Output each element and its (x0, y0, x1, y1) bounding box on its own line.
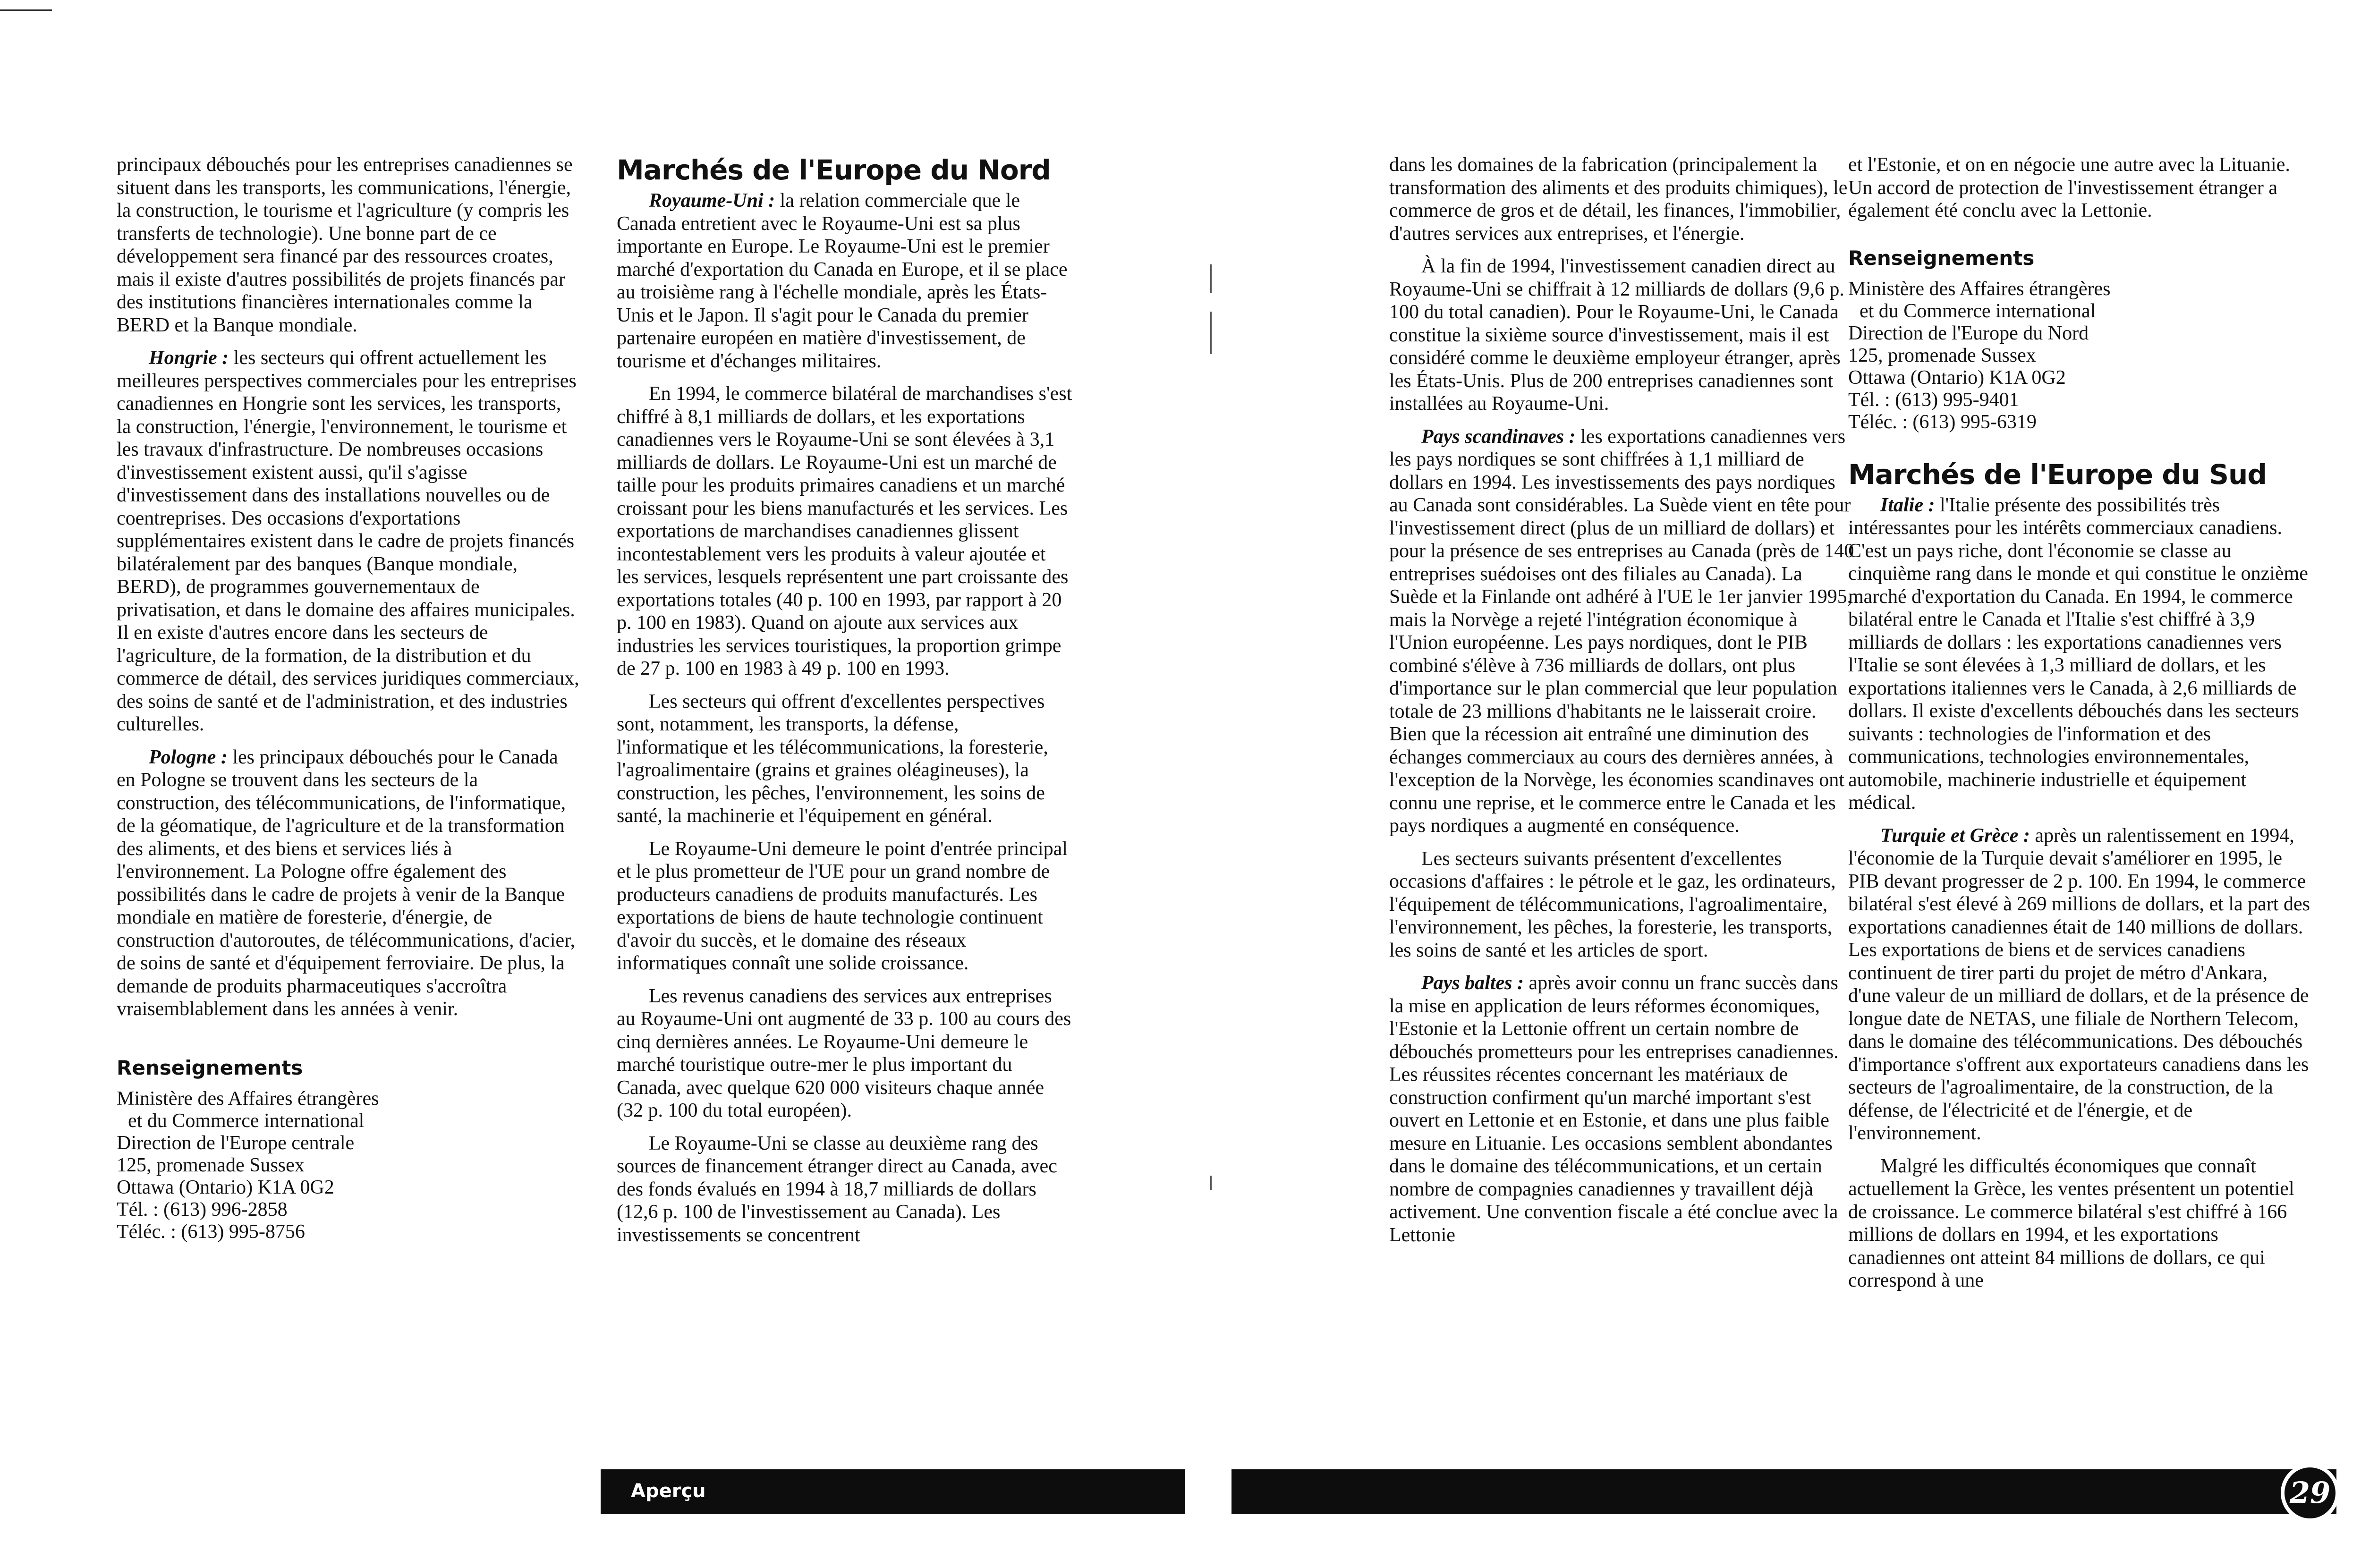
contact-line: Ministère des Affaires étrangères (117, 1087, 379, 1110)
paragraph (1848, 153, 2311, 222)
section-heading-south: Marchés de l'Europe du Sud (1848, 458, 2267, 491)
paragraph-text: Le Royaume-Uni demeure le point d'entrée principal et le plus prometteur de l'UE pour un grand nombre de producteurs canadiens de produits manufacturés. Les exportations de biens de haute technologie continuent d'avoir du succès, et le domaine des réseaux informatiques connaît une solide croissance. (617, 838, 1068, 974)
contact-line: Direction de l'Europe du Nord (1848, 322, 2089, 344)
paragraph-lead: Pologne : (149, 746, 228, 768)
paragraph-lead: Italie : (1880, 494, 1935, 516)
contact-line: Ministère des Affaires étrangères (1848, 278, 2111, 300)
paragraph-text: Le Royaume-Uni se classe au deuxième rang des sources de financement étranger direct au Canada, avec des fonds évalués en 1994 à 18,7 milliards de dollars (12,6 p. 100 de l'investissement au Canada). Les investissements se concentrent (617, 1132, 1057, 1246)
contact-line: 125, promenade Sussex (117, 1154, 305, 1176)
paragraph-lead: Royaume-Uni : (649, 190, 775, 212)
paragraph-text: les exportations canadiennes vers les pays nordiques se sont chiffrées à 1,1 milliard de dollars en 1994. Les investissements des pays nordiques au Canada sont considérables. La Suède vient en tête pour l'investissement direct (plus de un milliard de dollars) et pour la présence de ses entreprises au Canada (près de 140 entreprises suédoises ont des filiales au Canada). La Suède et la Finlande ont adhéré à l'UE le 1er janvier 1995, mais la Norvège a rejeté l'intégration économique à l'Union européenne. Les pays nordiques, dont le PIB combiné s'élève à 736 milliards de dollars, ont plus d'importance sur le plan commercial que leur population totale de 23 millions d'habitants ne le laisserait croire. Bien que la récession ait entraîné une diminution des échanges commerciaux au cours des dernières années, à l'exception de la Norvège, les économies scandinaves ont connu une reprise, et le commerce entre le Canada et les pays nordiques a augmenté en conséquence. (1389, 425, 1854, 837)
contact-line: Ottawa (Ontario) K1A 0G2 (1848, 366, 2066, 389)
paragraph-text: les principaux débouchés pour le Canada en Pologne se trouvent dans les secteurs de la construction, des télécommunications, de l'informatique, de la géomatique, de l'agriculture et de la transformation des aliments, et des biens et services liés à l'environnement. La Pologne offre également des possibilités dans le cadre de projets à venir de la Banque mondiale en matière de foresterie, d'énergie, de construction d'autoroutes, de télécommunications, d'acier, de soins de santé et d'équipement ferroviaire. De plus, la demande de produits pharmaceutiques s'accroîtra vraisemblablement dans les années à venir. (117, 746, 575, 1020)
paragraph (1848, 1155, 2311, 1292)
paragraph-lead: Pays scandinaves : (1421, 425, 1576, 448)
left-column-1 (117, 153, 579, 1243)
paragraph-royaume-uni (617, 189, 1072, 373)
contact-line: Direction de l'Europe centrale (117, 1132, 355, 1154)
contact-line: Téléc. : (613) 995-6319 (1848, 411, 2037, 433)
contact-line: Tél. : (613) 995-9401 (1848, 389, 2019, 411)
paragraph (617, 985, 1072, 1122)
paragraph-text: dans les domaines de la fabrication (principalement la transformation des aliments et des produits chimiques), le commerce de gros et de détail, les finances, l'immobilier, d'autres services aux entreprises, et l'énergie. (1389, 154, 1848, 245)
paragraph-text: l'Italie présente des possibilités très intéressantes pour les intérêts commerciaux canadiens. C'est un pays riche, dont l'économie se classe au cinquième rang dans le monde et qui constitue le onzième marché d'exportation du Canada. En 1994, le commerce bilatéral entre le Canada et l'Italie s'est chiffré à 3,9 milliards de dollars : les exportations canadiennes vers l'Italie se sont élevées à 1,3 milliard de dollars, et les exportations italiennes vers le Canada, à 2,6 milliards de dollars. Il existe d'excellents débouchés dans les secteurs suivants : technologies de l'information et des communications, technologies environnementales, automobile, machinerie industrielle et équipement médical. (1848, 494, 2308, 814)
paragraph-pologne (117, 746, 579, 1021)
contact-line: 125, promenade Sussex (1848, 344, 2036, 366)
paragraph-text: Les revenus canadiens des services aux entreprises au Royaume-Uni ont augmenté de 33 p. 100 au cours des cinq dernières années. Le Royaume-Uni demeure le marché touristique outre-mer le plus important du Canada, avec quelque 620 000 visiteurs chaque année (32 p. 100 du total européen). (617, 985, 1071, 1121)
paragraph (617, 382, 1072, 680)
contact-line: Téléc. : (613) 995-8756 (117, 1220, 305, 1243)
contact-line: Tél. : (613) 996-2858 (117, 1198, 288, 1220)
paragraph-text: Malgré les difficultés économiques que connaît actuellement la Grèce, les ventes présentent un potentiel de croissance. Le commerce bilatéral s'est chiffré à 166 millions de dollars en 1994, et les exportations canadiennes ont atteint 84 millions de dollars, ce qui correspond à une (1848, 1155, 2294, 1291)
paragraph-pays-scandinaves (1389, 425, 1854, 838)
paragraph-text: Les secteurs qui offrent d'excellentes perspectives sont, notamment, les transports, la défense, l'informatique et les télécommunications, la foresterie, l'agroalimentaire (grains et graines oléagineuses), la construction, les pêches, l'environnement, les soins de santé, la machinerie et l'équipement en général. (617, 690, 1048, 827)
contact-line: et du Commerce international (128, 1110, 365, 1132)
paragraph-text: À la fin de 1994, l'investissement canadien direct au Royaume-Uni se chiffrait à 12 milliards de dollars (9,6 p. 100 du total canadien). Pour le Royaume-Uni, le Canada constitue la sixième source d'investissement, mais il est considéré comme le deuxième employeur étranger, après les États-Unis. Plus de 200 entreprises canadiennes sont installées au Royaume-Uni. (1389, 255, 1844, 415)
info-heading: Renseignements (117, 1056, 303, 1079)
right-column-1 (1389, 153, 1854, 1256)
info-heading: Renseignements (1848, 246, 2035, 270)
paragraph-text: principaux débouchés pour les entreprises canadiennes se situent dans les transports, les communications, l'énergie, la construction, le tourisme et l'agriculture (y compris les transferts de technologie). Une bonne part de ce développement sera financé par des ressources croates, mais il existe d'autres possibilités de projets financés par des institutions financières internationales comme la BERD et la Banque mondiale. (117, 154, 573, 336)
paragraph-text: la relation commerciale que le Canada entretient avec le Royaume-Uni est sa plus importante en Europe. Le Royaume-Uni est le premier marché d'exportation du Canada en Europe, et il se place au troisième rang à l'échelle mondiale, après les États-Unis et le Japon. Il s'agit pour le Canada du premier partenaire européen en matière d'investissement, de tourisme et d'échanges militaires. (617, 190, 1068, 372)
paragraph-text: et l'Estonie, et on en négocie une autre avec la Lituanie. Un accord de protection de l'investissement étranger a également été conclu avec la Lettonie. (1848, 154, 2290, 221)
paragraph (117, 153, 579, 337)
paragraph-text: les secteurs qui offrent actuellement les meilleures perspectives commerciales pour les entreprises canadiennes en Hongrie sont les services, les transports, la construction, l'énergie, l'environnement, le tourisme et les travaux d'infrastructure. De nombreuses occasions d'investissement existent aussi, qu'il s'agisse d'investissement dans des installations nouvelles ou de coentreprises. Des occasions d'exportations supplémentaires existent dans le cadre de projets financés bilatéralement par des banques (Banque mondiale, BERD), de programmes gouvernementaux de privatisation, et dans le domaine des affaires municipales. Il en existe d'autres encore dans les secteurs de l'agriculture, de la formation, de la distribution et du commerce de détail, des services juridiques commerciaux, des soins de santé et de l'administration, et des industries culturelles. (117, 347, 579, 735)
paragraph-lead: Turquie et Grèce : (1880, 824, 2030, 847)
paragraph (617, 1132, 1072, 1247)
paragraph (617, 838, 1072, 975)
contact-block (1848, 278, 2311, 433)
paragraph (617, 690, 1072, 828)
paragraph-text: Les secteurs suivants présentent d'excellentes occasions d'affaires : le pétrole et le gaz, les ordinateurs, l'équipement de télécommunications, l'agroalimentaire, l'environnement, les pêches, la foresterie, les transports, les soins de santé et les articles de sport. (1389, 848, 1836, 961)
paragraph (1389, 255, 1854, 415)
footer-bar-right (1231, 1469, 2336, 1514)
left-column-2 (617, 153, 1072, 1256)
paragraph-turquie-grece (1848, 824, 2311, 1145)
right-column-2 (1848, 153, 2311, 1302)
contact-line: Ottawa (Ontario) K1A 0G2 (117, 1176, 334, 1198)
contact-block (117, 1088, 579, 1243)
paragraph (1389, 848, 1854, 962)
paragraph-italie (1848, 494, 2311, 814)
section-heading-north: Marchés de l'Europe du Nord (617, 154, 1051, 186)
footer-section-label: Aperçu (631, 1480, 706, 1502)
right-page (1200, 0, 2361, 1568)
paragraph-lead: Pays baltes : (1421, 972, 1524, 994)
paragraph-text: En 1994, le commerce bilatéral de marchandises s'est chiffré à 8,1 milliards de dollars, et les exportations canadiennes vers le Royaume-Uni se sont élevées à 3,1 milliards de dollars. Le Royaume-Uni est un marché de taille pour les produits primaires canadiens et un marché croissant pour les biens manufacturés et les services. Les exportations de marchandises canadiennes glissent incontestablement vers les produits à valeur ajoutée et les services, lesquels représentent une part croissante des exportations totales (40 p. 100 en 1993, par rapport à 20 p. 100 en 1983). Quand on ajoute aux services aux industries les services touristiques, la proportion grimpe de 27 p. 100 en 1983 à 49 p. 100 en 1993. (617, 383, 1072, 679)
paragraph-text: après un ralentissement en 1994, l'économie de la Turquie devait s'améliorer en 1995, le PIB devant progresser de 2 p. 100. En 1994, le commerce bilatéral s'est élevé à 269 millions de dollars, et la part des exportations canadiennes était de 140 millions de dollars. Les exportations de biens et de services canadiens continuent de tirer parti du projet de métro d'Ankara, d'une valeur de un milliard de dollars, et de la présence de longue date de NETAS, une filiale de Northern Telecom, dans le domaine des télécommunications. Des débouchés d'importance s'offrent aux exportateurs canadiens dans les secteurs de l'agroalimentaire, de la construction, de la défense, de l'électricité et de l'énergie, et de l'environnement. (1848, 824, 2310, 1144)
paragraph (1389, 153, 1854, 245)
paragraph-text: après avoir connu un franc succès dans la mise en application de leurs réformes économiques, l'Estonie et la Lettonie offrent un certain nombre de débouchés prometteurs pour les entreprises canadiennes. Les réussites récentes concernant les matériaux de construction confirment qu'un marché important s'est ouvert en Lettonie et en Estonie, et dans une plus faible mesure en Lituanie. Les occasions semblent abondantes dans le domaine des télécommunications, et un certain nombre de compagnies canadiennes y travaillent déjà activement. Une convention fiscale a été conclue avec la Lettonie (1389, 972, 1839, 1246)
paragraph-pays-baltes (1389, 972, 1854, 1246)
page-number-badge: 29 (2281, 1464, 2339, 1522)
paragraph-hongrie (117, 347, 579, 736)
contact-line: et du Commerce international (1860, 300, 2096, 322)
paragraph-lead: Hongrie : (149, 347, 229, 369)
